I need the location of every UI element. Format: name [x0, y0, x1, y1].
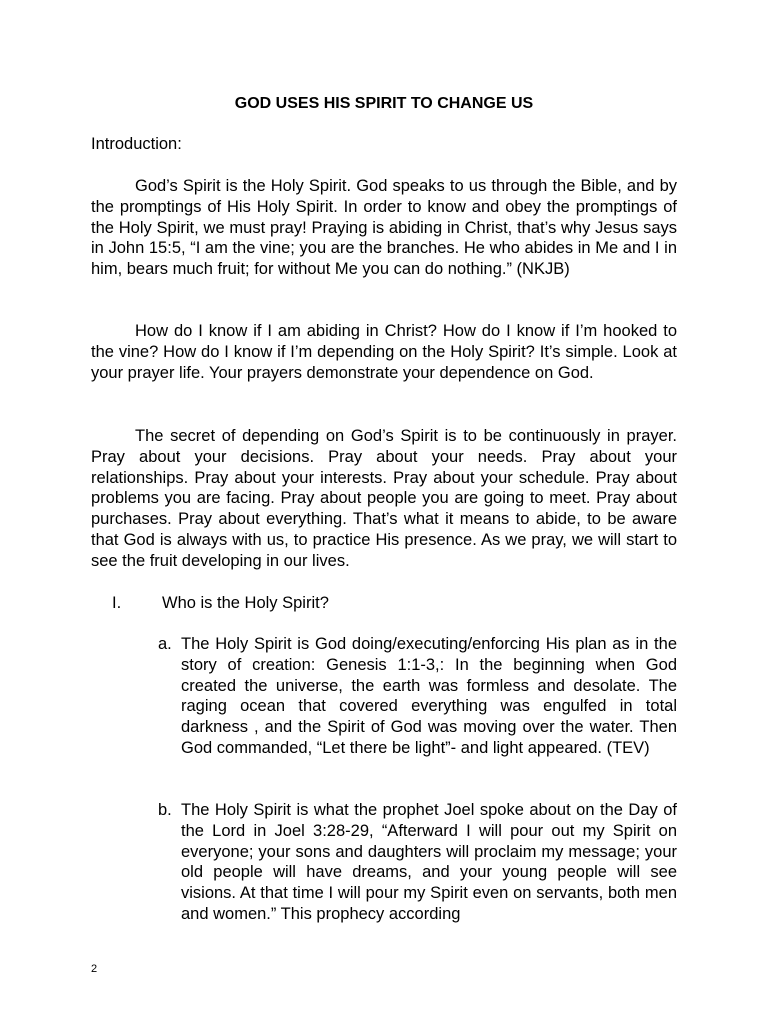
list-item-marker: a. — [158, 635, 172, 653]
section-title: Who is the Holy Spirit? — [162, 594, 329, 612]
list-item-text: The Holy Spirit is God doing/executing/enforcing His plan as in the story of creation: Genesis 1:1-3,: In the beginning when God created the universe, the earth was formless and desolate. The raging ocean that covered everything was engulfed in total darkness , and the Spirit of God was moving over the water. Then God commanded, “Let there be light”- and light appeared. (TEV) — [181, 635, 677, 757]
section-heading — [112, 593, 329, 614]
intro-paragraph-3: The secret of depending on God’s Spirit is to be continuously in prayer. Pray about your decisions. Pray about your needs. Pray about your relationships. Pray about your interests. Pray about your schedule. Pray about problems you are facing. Pray about people you are going to meet. Pray about purchases. Pray about everything. That’s what it means to abide, to be aware that God is always with us, to practice His presence. As we pray, we will start to see the fruit developing in our lives. — [91, 427, 677, 570]
document-title: GOD USES HIS SPIRIT TO CHANGE US — [234, 95, 534, 112]
page-number: 2 — [91, 963, 98, 975]
list-item-a — [158, 634, 677, 759]
list-item-b — [158, 800, 677, 925]
list-item-marker: b. — [158, 801, 172, 819]
intro-paragraph-1: God’s Spirit is the Holy Spirit. God speaks to us through the Bible, and by the promptings of His Holy Spirit. In order to know and obey the promptings of the Holy Spirit, we must pray! Praying is abiding in Christ, that’s why Jesus says in John 15:5, “I am the vine; you are the branches. He who abides in Me and I in him, bears much fruit; for without Me you can do nothing.” (NKJB) — [91, 177, 677, 279]
section-number: I. — [112, 594, 122, 612]
intro-paragraph-2: How do I know if I am abiding in Christ? How do I know if I’m hooked to the vine? How do I know if I’m depending on the Holy Spirit? It’s simple. Look at your prayer life. Your prayers demonstrate your dependence on God. — [91, 322, 677, 382]
introduction-label: Introduction: — [91, 135, 182, 153]
list-item-text: The Holy Spirit is what the prophet Joel spoke about on the Day of the Lord in Joel 3:28-29, “Afterward I will pour out my Spirit on everyone; your sons and daughters will proclaim my message; your old people will have dreams, and your young people will see visions. At that time I will pour my Spirit even on servants, both men and women.” This prophecy according — [181, 801, 677, 923]
